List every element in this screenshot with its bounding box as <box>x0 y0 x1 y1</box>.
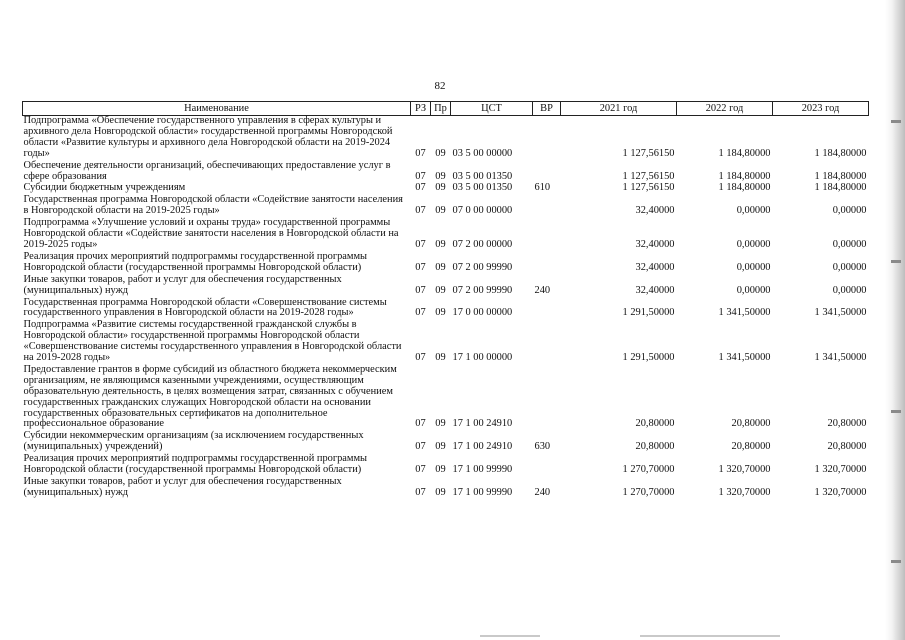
cell-2021: 1 127,56150 <box>622 170 675 182</box>
cell-2023: 20,80000 <box>827 441 867 453</box>
cell-pr: 09 <box>435 147 446 159</box>
cell-cst: 17 0 00 00000 <box>452 307 513 319</box>
cell-cst: 03 5 00 00000 <box>452 147 513 159</box>
cell-2022: 1 320,70000 <box>718 486 771 498</box>
cell-name: Субсидии бюджетным учреждениям <box>23 182 186 194</box>
cell-pr: 09 <box>435 441 446 453</box>
cell-2023: 1 341,50000 <box>814 307 867 319</box>
cell-2022: 0,00000 <box>736 284 771 296</box>
cell-cst: 17 1 00 99990 <box>452 464 513 476</box>
cell-2021: 20,80000 <box>635 418 675 430</box>
cell-rz: 07 <box>415 352 426 364</box>
cell-vr <box>533 320 561 365</box>
scan-smudge <box>640 635 780 637</box>
scan-speck <box>891 260 901 263</box>
cell-name: Государственная программа Новгородской области «Совершенствование системы государственного управления в Новгородской области на 2019-2028 годы» <box>23 296 387 319</box>
cell-2023: 1 320,70000 <box>814 486 867 498</box>
cell-rz: 07 <box>415 205 426 217</box>
cell-pr: 09 <box>435 352 446 364</box>
cell-2022: 20,80000 <box>731 441 771 453</box>
cell-name: Подпрограмма «Улучшение условий и охраны труда» государственной программы Новгородской области «Содействие занятости населения в Новгородской области на 2019-2025 годы» <box>23 217 399 250</box>
cell-2023: 1 341,50000 <box>814 352 867 364</box>
cell-2022: 0,00000 <box>736 238 771 250</box>
cell-2023: 1 184,80000 <box>814 170 867 182</box>
cell-vr <box>533 365 561 431</box>
table-body <box>23 116 869 500</box>
table-header-row <box>23 102 869 116</box>
column-header-name: Наименование <box>23 102 411 116</box>
cell-2021: 32,40000 <box>635 284 675 296</box>
column-header-2022: 2022 год <box>677 102 773 116</box>
cell-vr: 240 <box>534 284 551 296</box>
cell-vr: 630 <box>534 441 551 453</box>
cell-cst: 03 5 00 01350 <box>452 182 513 194</box>
cell-rz: 07 <box>415 261 426 273</box>
cell-vr <box>533 298 561 321</box>
cell-2021: 1 291,50000 <box>622 307 675 319</box>
cell-cst: 03 5 00 01350 <box>452 170 513 182</box>
cell-rz: 07 <box>415 464 426 476</box>
table-row <box>23 195 869 218</box>
cell-2022: 0,00000 <box>736 261 771 273</box>
cell-2021: 1 127,56150 <box>622 182 675 194</box>
cell-2023: 1 184,80000 <box>814 147 867 159</box>
cell-name: Реализация прочих мероприятий подпрограммы государственной программы Новгородской области (государственной программы Новгородской области) <box>23 453 368 476</box>
cell-rz: 07 <box>415 486 426 498</box>
cell-rz: 07 <box>415 441 426 453</box>
cell-2021: 32,40000 <box>635 205 675 217</box>
table-row <box>23 298 869 321</box>
cell-2022: 1 320,70000 <box>718 464 771 476</box>
cell-2023: 20,80000 <box>827 418 867 430</box>
cell-vr <box>533 116 561 161</box>
cell-vr <box>533 218 561 252</box>
table-row <box>23 116 869 161</box>
scan-speck <box>891 120 901 123</box>
cell-pr: 09 <box>435 170 446 182</box>
column-header-cst: ЦСТ <box>451 102 533 116</box>
cell-rz: 07 <box>415 147 426 159</box>
column-header-vr: ВР <box>533 102 561 116</box>
cell-name: Реализация прочих мероприятий подпрограммы государственной программы Новгородской области (государственной программы Новгородской области) <box>23 250 368 273</box>
cell-2022: 1 341,50000 <box>718 352 771 364</box>
cell-rz: 07 <box>415 170 426 182</box>
cell-2022: 1 184,80000 <box>718 182 771 194</box>
cell-cst: 07 2 00 99990 <box>452 284 513 296</box>
cell-vr <box>533 161 561 184</box>
cell-name: Предоставление грантов в форме субсидий из областного бюджета некоммерческим организациям, не являющимся казенными учреждениями, осуществляющим образовательную деятельность, в целях возмещения затрат, связанных с обучением государственных гражданских служащих Новгородской области на основании государственных образовательных сертификатов на дополнительное профессиональное образование <box>23 363 397 430</box>
page-number: 82 <box>434 80 446 92</box>
cell-2021: 1 291,50000 <box>622 352 675 364</box>
column-header-pr: Пр <box>431 102 451 116</box>
cell-rz: 07 <box>415 182 426 194</box>
cell-rz: 07 <box>415 418 426 430</box>
cell-2022: 1 184,80000 <box>718 147 771 159</box>
cell-2022: 1 184,80000 <box>718 170 771 182</box>
cell-vr: 610 <box>534 182 551 194</box>
cell-2023: 0,00000 <box>832 205 867 217</box>
cell-cst: 17 1 00 24910 <box>452 418 513 430</box>
cell-name: Иные закупки товаров, работ и услуг для обеспечения государственных (муниципальных) нужд <box>23 476 342 498</box>
cell-pr: 09 <box>435 205 446 217</box>
cell-cst: 07 2 00 00000 <box>452 238 513 250</box>
cell-pr: 09 <box>435 486 446 498</box>
scan-speck <box>891 560 901 563</box>
cell-2023: 0,00000 <box>832 261 867 273</box>
table-row <box>23 252 869 275</box>
cell-2021: 1 270,70000 <box>622 486 675 498</box>
table-row <box>23 161 869 184</box>
cell-cst: 17 1 00 00000 <box>452 352 513 364</box>
cell-vr <box>533 252 561 275</box>
table-row <box>23 454 869 477</box>
cell-2021: 32,40000 <box>635 261 675 273</box>
cell-pr: 09 <box>435 307 446 319</box>
cell-2021: 1 270,70000 <box>622 464 675 476</box>
cell-pr: 09 <box>435 284 446 296</box>
cell-2021: 20,80000 <box>635 441 675 453</box>
cell-name: Государственная программа Новгородской области «Содействие занятости населения в Новгородской области на 2019-2025 годы» <box>23 194 403 217</box>
scan-edge-shadow <box>885 0 905 640</box>
table-row <box>23 477 869 500</box>
table-row <box>23 320 869 365</box>
cell-2023: 1 184,80000 <box>814 182 867 194</box>
table-row <box>23 275 869 298</box>
scan-smudge <box>480 635 540 637</box>
cell-vr <box>533 454 561 477</box>
cell-name: Подпрограмма «Обеспечение государственного управления в сферах культуры и архивного дела Новгородской области» государственной программы Новгородской области «Развитие культуры и архивного дела Новгородской области на 2019-2024 годы» <box>23 115 393 159</box>
table-row <box>23 365 869 431</box>
cell-2021: 1 127,56150 <box>622 147 675 159</box>
cell-2022: 20,80000 <box>731 418 771 430</box>
cell-pr: 09 <box>435 418 446 430</box>
cell-rz: 07 <box>415 238 426 250</box>
table-row <box>23 431 869 454</box>
cell-pr: 09 <box>435 238 446 250</box>
scan-speck <box>891 410 901 413</box>
cell-2023: 0,00000 <box>832 284 867 296</box>
column-header-2023: 2023 год <box>773 102 869 116</box>
budget-table <box>22 101 869 500</box>
cell-cst: 07 0 00 00000 <box>452 205 513 217</box>
cell-vr <box>533 195 561 218</box>
cell-name: Иные закупки товаров, работ и услуг для обеспечения государственных (муниципальных) нужд <box>23 273 342 296</box>
cell-2022: 1 341,50000 <box>718 307 771 319</box>
cell-name: Подпрограмма «Развитие системы государственной гражданской службы в Новгородской области» государственной программы Новгородской области «Совершенствование системы государственного управления в Новгородской области на 2019-2028 годы» <box>23 319 402 364</box>
column-header-rz: РЗ <box>411 102 431 116</box>
cell-rz: 07 <box>415 307 426 319</box>
cell-cst: 17 1 00 99990 <box>452 486 513 498</box>
column-header-2021: 2021 год <box>561 102 677 116</box>
cell-2021: 32,40000 <box>635 238 675 250</box>
table-row <box>23 218 869 252</box>
cell-name: Обеспечение деятельности организаций, обеспечивающих предоставление услуг в сфере образования <box>23 159 391 182</box>
cell-2022: 0,00000 <box>736 205 771 217</box>
cell-pr: 09 <box>435 464 446 476</box>
cell-2023: 0,00000 <box>832 238 867 250</box>
cell-name: Субсидии некоммерческим организациям (за исключением государственных (муниципальных) учреждений) <box>23 430 364 453</box>
cell-pr: 09 <box>435 261 446 273</box>
cell-cst: 17 1 00 24910 <box>452 441 513 453</box>
cell-2023: 1 320,70000 <box>814 464 867 476</box>
cell-vr: 240 <box>534 486 551 498</box>
cell-pr: 09 <box>435 182 446 194</box>
cell-cst: 07 2 00 99990 <box>452 261 513 273</box>
cell-rz: 07 <box>415 284 426 296</box>
